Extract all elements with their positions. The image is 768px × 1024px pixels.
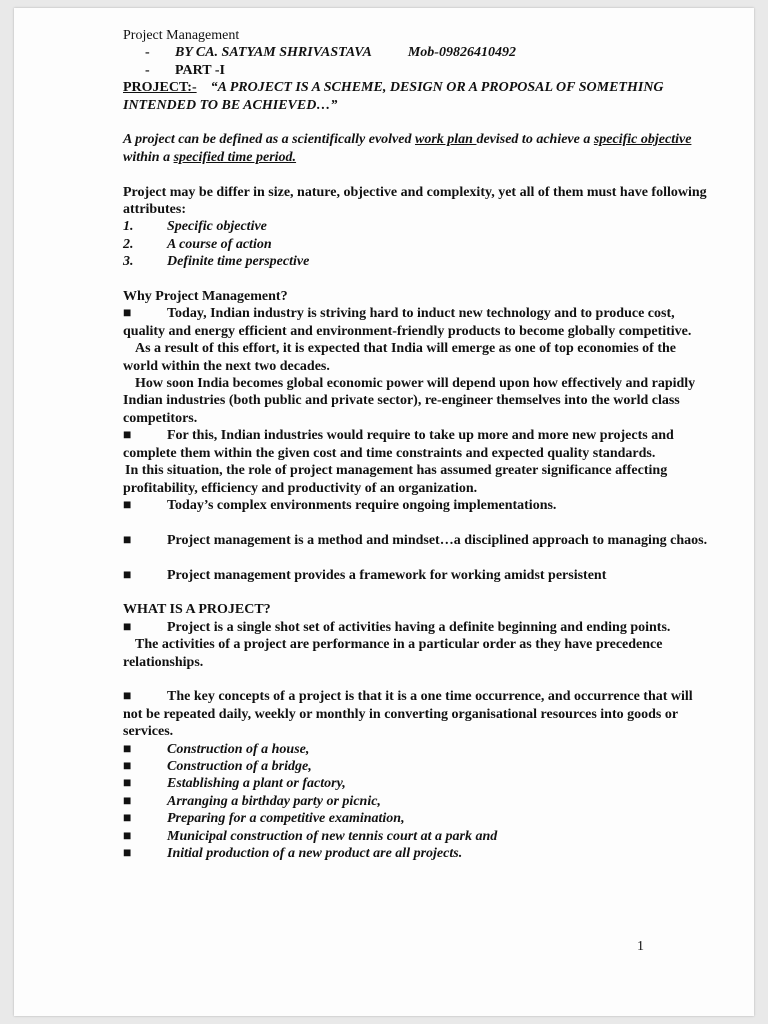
bullet-paragraph: ■ The key concepts of a project is that it is a one time occurrence, and occurrence that will not be repeated daily, weekly or monthly in converting organisational resources into goods or services. — [123, 689, 693, 740]
example-item: ■ Arranging a birthday party or picnic, — [123, 793, 381, 809]
time-period-term: specified time period. — [173, 149, 297, 165]
bullet-icon: ■ — [123, 428, 132, 444]
paragraph: In this situation, the role of project management has assumed greater significance affecting profitability, efficiency and productivity of an organization. — [123, 463, 668, 496]
example-item: ■ Municipal construction of new tennis court at a park and — [123, 828, 498, 844]
project-definition-sentence: A project can be defined as a scientifically evolved work plan devised to achieve a specific objective within a specified time period. — [123, 132, 692, 165]
project-definition-quote — [123, 79, 708, 114]
bullet-icon: ■ — [123, 619, 132, 635]
paragraph: As a result of this effort, it is expected that India will emerge as one of top economies of the world within the next two decades. — [123, 341, 676, 374]
attribute-item: 2. A course of action — [123, 236, 272, 252]
example-item: ■ Initial production of a new product are all projects. — [123, 845, 463, 861]
bullet-paragraph: ■ Project management provides a framework for working amidst persistent — [123, 567, 607, 583]
bullet-icon: ■ — [123, 811, 132, 827]
attribute-item: 1. Specific objective — [123, 219, 267, 235]
bullet-icon: ■ — [123, 567, 132, 583]
part-label: PART -I — [175, 62, 225, 78]
page-content — [123, 27, 708, 862]
paragraph: The activities of a project are performance in a particular order as they have precedence relationships. — [123, 637, 663, 670]
attribute-item: 3. Definite time perspective — [123, 254, 310, 270]
bullet-icon: ■ — [123, 758, 132, 774]
example-item: ■ Construction of a house, — [123, 741, 310, 757]
bullet-icon: ■ — [123, 306, 132, 322]
example-item: ■ Preparing for a competitive examination, — [123, 811, 405, 827]
bullet-icon: ■ — [123, 828, 132, 844]
document-title: Project Management — [123, 28, 240, 43]
bullet-icon: ■ — [123, 532, 132, 548]
bullet-icon: ■ — [123, 845, 132, 861]
author-name: BY CA. SATYAM SHRIVASTAVA — [175, 45, 372, 61]
bullet-icon: ■ — [123, 776, 132, 792]
bullet-paragraph: ■ Project is a single shot set of activities having a definite beginning and ending points. — [123, 619, 671, 635]
what-heading: WHAT IS A PROJECT? — [123, 602, 271, 618]
bullet-icon: ■ — [123, 689, 132, 705]
document-page — [14, 8, 754, 1016]
author-line: - BY CA. SATYAM SHRIVASTAVA Mob-09826410492 — [145, 45, 516, 61]
bullet-icon: ■ — [123, 793, 132, 809]
paragraph: How soon India becomes global economic power will depend upon how effectively and rapidly Indian industries (both public and private sector), re-engineer themselves into the world class competitors. — [123, 376, 696, 426]
bullet-paragraph: ■ Project management is a method and mindset…a disciplined approach to managing chaos. — [123, 532, 708, 548]
specific-objective-term: specific objective — [593, 132, 692, 148]
part-line: - PART -I — [145, 62, 225, 78]
project-label: PROJECT:- — [123, 80, 197, 96]
bullet-icon: ■ — [123, 497, 132, 513]
bullet-paragraph: ■ For this, Indian industries would require to take up more and more new projects and complete them within the given cost and time constraints and expected quality standards. — [123, 428, 674, 461]
bullet-paragraph: ■ Today, Indian industry is striving hard to induct new technology and to produce cost, quality and energy efficient and environment-friendly products to become globally competitive. — [123, 306, 692, 339]
project-quote: “A PROJECT IS A SCHEME, DESIGN OR A PROPOSAL OF SOMETHING INTENDED TO BE ACHIEVED…” — [123, 80, 664, 113]
author-mobile: Mob-09826410492 — [407, 45, 516, 61]
attributes-intro: Project may be differ in size, nature, objective and complexity, yet all of them must have following attributes: — [123, 184, 707, 218]
work-plan-term: work plan — [414, 132, 477, 148]
example-item: ■ Construction of a bridge, — [123, 758, 312, 774]
example-item: ■ Establishing a plant or factory, — [123, 776, 346, 792]
bullet-icon: ■ — [123, 741, 132, 757]
bullet-paragraph: ■ Today’s complex environments require ongoing implementations. — [123, 497, 557, 513]
page-number: 1 — [637, 939, 644, 954]
why-heading: Why Project Management? — [123, 289, 288, 305]
